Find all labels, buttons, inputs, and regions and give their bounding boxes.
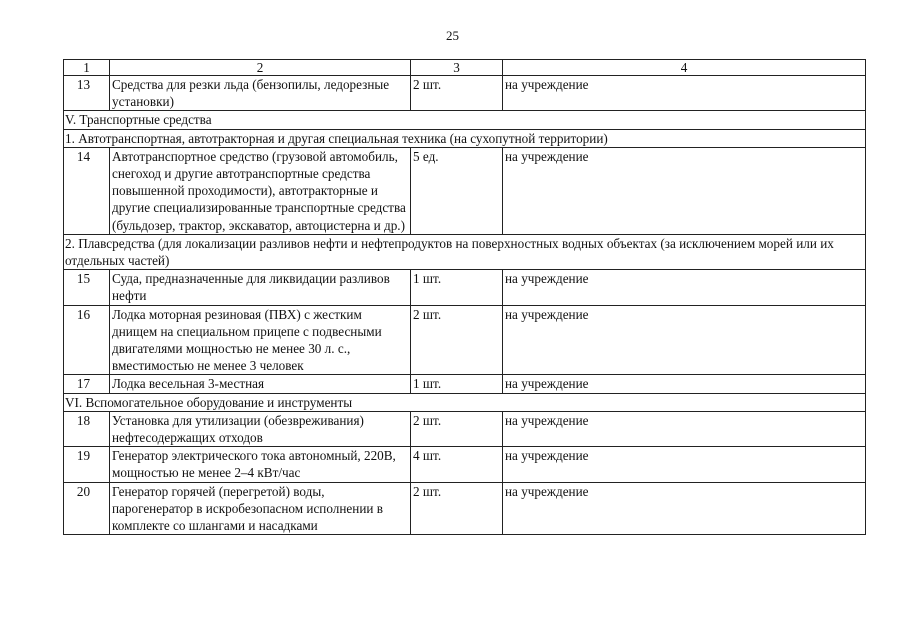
header-col-2: 2: [110, 60, 411, 76]
item-name: Лодка моторная резиновая (ПВХ) с жестким днищем на специальном прицепе с подвесными двигателями мощностью не менее 30 л. с., вместимостью не менее 3 человек: [110, 305, 411, 375]
section-title: 2. Плавсредства (для локализации разливов нефти и нефтепродуктов на поверхностных водных объектах (за исключением морей или их отдельных частей): [64, 234, 866, 269]
item-location: на учреждение: [503, 76, 866, 111]
item-number: 13: [64, 76, 110, 111]
item-location: на учреждение: [503, 482, 866, 535]
item-location: на учреждение: [503, 147, 866, 234]
item-name: Генератор горячей (перегретой) воды, парогенератор в искробезопасном исполнении в комплекте со шлангами и насадками: [110, 482, 411, 535]
item-row: [64, 411, 866, 446]
section-row: [64, 393, 866, 411]
section-title: V. Транспортные средства: [64, 111, 866, 129]
item-row: [64, 375, 866, 393]
item-quantity: 2 шт.: [411, 305, 503, 375]
section-title: 1. Автотранспортная, автотракторная и другая специальная техника (на сухопутной территории): [64, 129, 866, 147]
item-row: [64, 147, 866, 234]
item-name: Суда, предназначенные для ликвидации разливов нефти: [110, 270, 411, 305]
item-quantity: 1 шт.: [411, 270, 503, 305]
header-col-3: 3: [411, 60, 503, 76]
page-number: 25: [446, 28, 459, 43]
item-name: Лодка весельная 3-местная: [110, 375, 411, 393]
section-row: [64, 234, 866, 269]
section-title: VI. Вспомогательное оборудование и инструменты: [64, 393, 866, 411]
item-location: на учреждение: [503, 447, 866, 482]
item-location: на учреждение: [503, 375, 866, 393]
item-number: 16: [64, 305, 110, 375]
item-number: 19: [64, 447, 110, 482]
item-row: [64, 76, 866, 111]
item-location: на учреждение: [503, 411, 866, 446]
item-quantity: 2 шт.: [411, 76, 503, 111]
header-row: [64, 60, 866, 76]
item-name: Средства для резки льда (бензопилы, ледорезные установки): [110, 76, 411, 111]
item-row: [64, 447, 866, 482]
item-quantity: 2 шт.: [411, 411, 503, 446]
item-number: 14: [64, 147, 110, 234]
item-row: [64, 305, 866, 375]
item-quantity: 2 шт.: [411, 482, 503, 535]
item-name: Автотранспортное средство (грузовой автомобиль, снегоход и другие автотранспортные средства повышенной проходимости), автотракторные и другие специализированные транспортные средства (бульдозер, трактор, экскаватор, автоцистерна и др.): [110, 147, 411, 234]
header-col-4: 4: [503, 60, 866, 76]
item-number: 20: [64, 482, 110, 535]
item-number: 17: [64, 375, 110, 393]
item-number: 15: [64, 270, 110, 305]
item-location: на учреждение: [503, 305, 866, 375]
section-row: [64, 129, 866, 147]
item-quantity: 1 шт.: [411, 375, 503, 393]
item-quantity: 4 шт.: [411, 447, 503, 482]
section-row: [64, 111, 866, 129]
item-number: 18: [64, 411, 110, 446]
item-row: [64, 270, 866, 305]
item-row: [64, 482, 866, 535]
item-location: на учреждение: [503, 270, 866, 305]
equipment-table: [63, 59, 866, 535]
item-name: Установка для утилизации (обезвреживания) нефтесодержащих отходов: [110, 411, 411, 446]
item-quantity: 5 ед.: [411, 147, 503, 234]
header-col-1: 1: [64, 60, 110, 76]
item-name: Генератор электрического тока автономный, 220В, мощностью не менее 2–4 кВт/час: [110, 447, 411, 482]
